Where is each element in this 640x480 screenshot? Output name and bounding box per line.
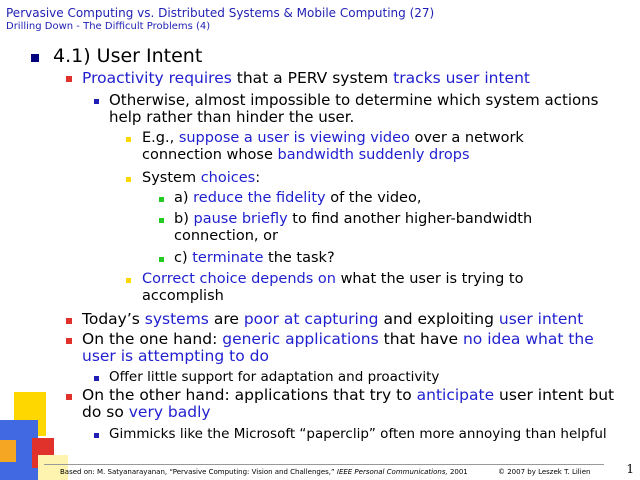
slide-header bbox=[6, 6, 434, 33]
square-bullet-icon bbox=[66, 394, 72, 400]
square-bullet-icon bbox=[66, 76, 72, 82]
square-bullet-icon bbox=[126, 278, 131, 283]
footer-divider bbox=[44, 464, 604, 465]
bullet-choice-c: c) terminate the task? bbox=[174, 250, 335, 266]
square-bullet-icon bbox=[126, 137, 131, 142]
square-bullet-icon bbox=[94, 433, 99, 438]
slide-subtitle: Drilling Down - The Difficult Problems (4) bbox=[6, 21, 211, 32]
square-bullet-icon bbox=[66, 338, 72, 344]
square-bullet-icon bbox=[94, 376, 99, 381]
heading-user-intent: 4.1) User Intent bbox=[53, 45, 203, 67]
bullet-correct-choice: Correct choice depends on what the user is trying to accomplish bbox=[142, 271, 524, 304]
square-bullet-icon bbox=[159, 197, 164, 202]
page-number: 1 bbox=[626, 462, 634, 476]
bullet-offer-little-support: Offer little support for adaptation and proactivity bbox=[109, 369, 440, 385]
slide-title: Pervasive Computing vs. Distributed Systems & Mobile Computing (27) bbox=[6, 6, 435, 20]
square-bullet-icon bbox=[159, 218, 164, 223]
square-bullet-icon bbox=[159, 257, 164, 262]
bullet-todays-systems: Today’s systems are poor at capturing and exploiting user intent bbox=[82, 310, 584, 328]
bullet-example-video: E.g., suppose a user is viewing video over a network connection whose bandwidth suddenly drops bbox=[142, 130, 524, 163]
decorative-block-orange bbox=[0, 440, 16, 462]
square-bullet-icon bbox=[31, 54, 39, 62]
bullet-proactivity: Proactivity requires that a PERV system tracks user intent bbox=[82, 69, 530, 87]
bullet-gimmicks: Gimmicks like the Microsoft “paperclip” often more annoying than helpful bbox=[109, 426, 607, 442]
square-bullet-icon bbox=[66, 318, 72, 324]
square-bullet-icon bbox=[126, 177, 131, 182]
bullet-choice-b: b) pause briefly to find another higher-bandwidth connection, or bbox=[174, 211, 533, 244]
square-bullet-icon bbox=[94, 99, 99, 104]
bullet-system-choices: System choices: bbox=[142, 170, 261, 186]
bullet-choice-a: a) reduce the fidelity of the video, bbox=[174, 190, 422, 206]
footer-copyright: © 2007 by Leszek T. Lilien bbox=[498, 468, 591, 476]
bullet-other-hand: On the other hand: applications that try to anticipate user intent but do so very badly bbox=[82, 386, 615, 421]
bullet-otherwise: Otherwise, almost impossible to determine which system actions help rather than hinder the user. bbox=[109, 91, 599, 126]
footer-citation: Based on: M. Satyanarayanan, “Pervasive Computing: Vision and Challenges,” IEEE Personal Communications, 2001 bbox=[60, 468, 468, 476]
bullet-one-hand: On the one hand: generic applications that have no idea what the user is attempting to do bbox=[82, 330, 594, 365]
